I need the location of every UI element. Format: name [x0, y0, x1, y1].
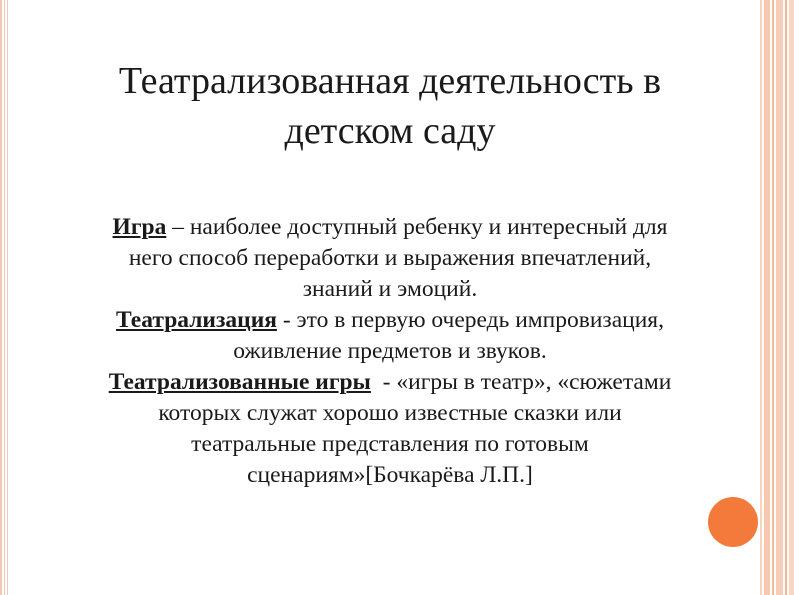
right-decorative-stripe: [760, 0, 762, 595]
definition-term: Игра: [112, 214, 167, 240]
definition-first-line: [40, 305, 740, 336]
right-decorative-stripe: [772, 0, 774, 595]
right-decorative-stripe: [776, 0, 783, 595]
definition-line: сценариям»[Бочкарёва Л.П.]: [247, 462, 533, 488]
definition-line: театральные представления по готовым: [191, 431, 589, 457]
definition-first-line: [40, 367, 740, 398]
definition-term: Театрализация: [116, 307, 277, 333]
definition-line: оживление предметов и звуков.: [233, 338, 547, 364]
definition-theatrical-games: [40, 367, 740, 491]
left-border-line: [7, 0, 8, 595]
definition-first-line: [40, 212, 740, 243]
definition-line: которых служат хорошо известные сказки или: [158, 400, 622, 426]
definition-line: знаний и эмоций.: [302, 276, 478, 302]
title-line: Театрализованная деятельность в: [118, 60, 662, 102]
slide-title: [60, 56, 720, 156]
definition-theatricalization: [40, 305, 740, 367]
definition-text: - «игры в театр», «сюжетами: [370, 369, 672, 395]
right-decorative-stripe: [785, 0, 787, 595]
right-decorative-stripe: [764, 0, 770, 595]
left-border-line: [0, 0, 2, 595]
definition-text: – наиболее доступный ребенку и интересный для: [166, 214, 668, 240]
definition-text: - это в первую очередь импровизация,: [276, 307, 664, 333]
definition-game: [40, 212, 740, 305]
left-border-line: [4, 0, 5, 595]
slide-body: [40, 212, 740, 491]
definition-term: Театрализованные игры: [108, 369, 371, 395]
decorative-orange-circle: [708, 497, 758, 547]
right-decorative-stripe: [789, 0, 794, 595]
definition-line: него способ переработки и выражения впечатлений,: [128, 245, 652, 271]
title-line: детском саду: [284, 110, 496, 152]
